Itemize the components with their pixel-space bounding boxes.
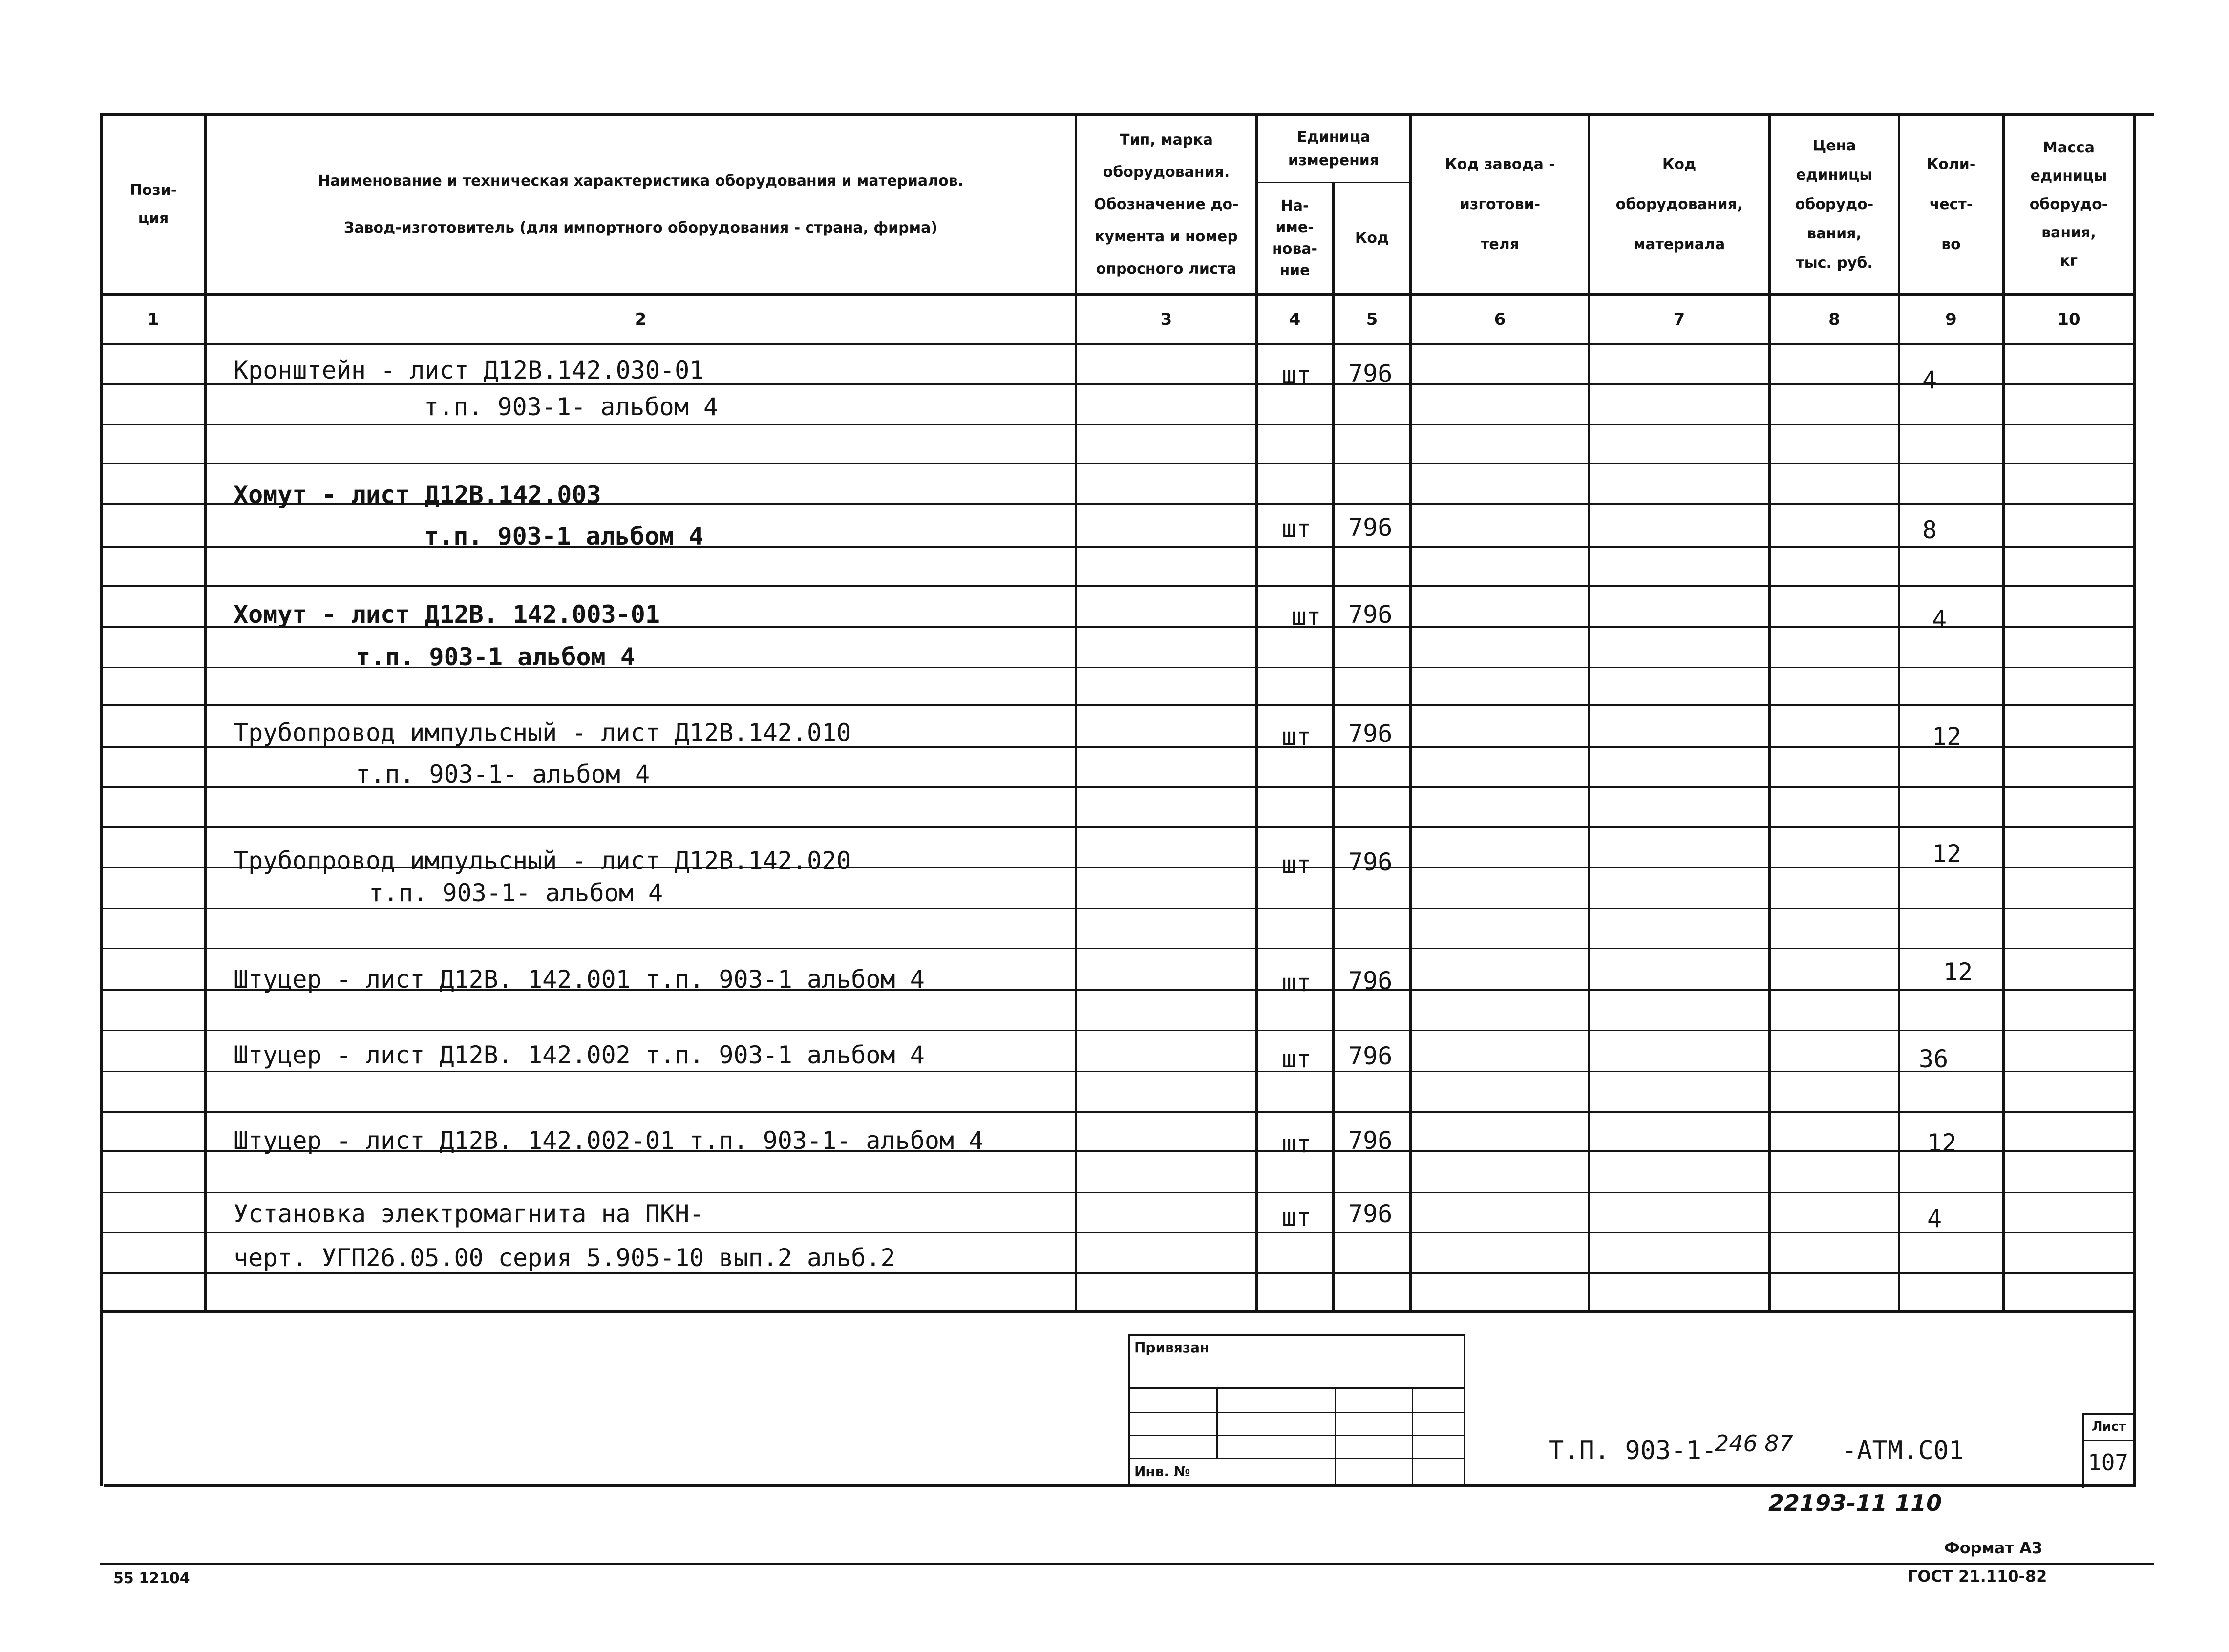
item-name-line: Кронштейн - лист Д12В.142.030-01 <box>234 356 704 384</box>
item-name-line: т.п. 903-1- альбом 4 <box>424 393 719 421</box>
row-line <box>100 948 2135 949</box>
row-line <box>100 1272 2135 1274</box>
item-quantity: 12 <box>1932 840 1962 868</box>
gost-label: ГОСТ 21.110-82 <box>1908 1567 2047 1586</box>
row-line <box>100 585 2135 587</box>
item-code: 796 <box>1348 1042 1393 1070</box>
item-unit: шт <box>1282 1045 1312 1073</box>
footer-line <box>100 1563 2154 1565</box>
header-position: Пози- ция <box>129 182 177 227</box>
header-unit-code: Код <box>1355 230 1389 247</box>
row-line <box>100 908 2135 909</box>
item-code: 796 <box>1348 1200 1393 1228</box>
col-number: 8 <box>1828 309 1840 329</box>
item-name-line: Штуцер - лист Д12В. 142.002 т.п. 903-1 альбом 4 <box>234 1041 925 1069</box>
item-name-line: т.п. 903-1- альбом 4 <box>369 879 663 907</box>
header-quantity: Коли- чест- во <box>1926 156 1976 253</box>
row-line <box>100 1232 2135 1233</box>
row-line <box>100 1030 2135 1031</box>
item-unit: шт <box>1282 514 1312 543</box>
item-code: 796 <box>1348 967 1393 995</box>
row-line <box>100 1111 2135 1113</box>
item-quantity: 4 <box>1922 366 1937 394</box>
item-name-line: Трубопровод импульсный - лист Д12В.142.010 <box>234 719 851 747</box>
row-line <box>100 1071 2135 1072</box>
item-name-line: т.п. 903-1- альбом 4 <box>356 760 650 788</box>
item-unit: шт <box>1282 722 1312 751</box>
header-type: Тип, марка оборудования. Обозначение до- кумента и номер опросного листа <box>1094 131 1239 277</box>
item-code: 796 <box>1348 513 1393 542</box>
left-code: 55 12104 <box>113 1570 190 1587</box>
doc-designation-suffix: -АТМ.С01 <box>1842 1436 1964 1465</box>
col-number: 4 <box>1289 309 1301 329</box>
row-line <box>100 424 2135 425</box>
stamp-privyazan: Привязан <box>1134 1339 1210 1355</box>
row-line <box>100 463 2135 464</box>
row-line <box>100 546 2135 548</box>
header-plant-code: Код завода - изготови- теля <box>1445 156 1555 253</box>
item-unit: шт <box>1282 361 1312 389</box>
item-name-line: Установка электромагнита на ПКН- <box>234 1200 704 1228</box>
header-mass: Масса единицы оборудо- вания, кг <box>2029 139 2108 270</box>
item-unit: шт <box>1282 1130 1312 1158</box>
header-equipment-code: Код оборудования, материала <box>1615 156 1743 253</box>
header-name: Наименование и техническая характеристика оборудования и материалов. Завод-изготовитель (для импортного оборудования - страна, фирма) <box>318 172 964 236</box>
col-number: 3 <box>1160 309 1172 329</box>
item-name-line: Штуцер - лист Д12В. 142.001 т.п. 903-1 альбом 4 <box>234 965 925 994</box>
row-line <box>100 826 2135 828</box>
item-unit: шт <box>1282 850 1312 879</box>
sheet-label: Лист <box>2092 1419 2126 1434</box>
table-bottom-line <box>100 1310 2135 1313</box>
col-number: 2 <box>635 309 647 329</box>
stamp-block <box>1128 1334 1465 1486</box>
item-quantity: 12 <box>1932 722 1962 751</box>
item-code: 796 <box>1348 360 1393 388</box>
doc-designation-prefix: Т.П. 903-1- <box>1549 1436 1717 1465</box>
item-quantity: 12 <box>1943 958 1973 986</box>
item-quantity: 8 <box>1922 516 1937 544</box>
frame-bottom <box>104 1484 2136 1487</box>
item-quantity: 12 <box>1927 1129 1957 1157</box>
item-quantity: 36 <box>1919 1045 1949 1073</box>
col-number: 1 <box>148 309 159 329</box>
sheet-box <box>2082 1413 2135 1488</box>
handwritten-reference: 22193-11 110 <box>1768 1490 1942 1516</box>
header-price: Цена единицы оборудо- вания, тыс. руб. <box>1795 137 1874 272</box>
item-name-line: т.п. 903-1 альбом 4 <box>356 643 635 671</box>
item-unit: шт <box>1282 1203 1312 1231</box>
item-name-line: Штуцер - лист Д12В. 142.002-01 т.п. 903-1- альбом 4 <box>234 1126 984 1155</box>
row-line <box>100 1192 2135 1193</box>
sheet-number: 107 <box>2088 1449 2129 1476</box>
item-code: 796 <box>1348 720 1393 748</box>
colnum-bottom-line <box>100 343 2135 345</box>
row-line <box>100 704 2135 706</box>
item-code: 796 <box>1348 848 1393 876</box>
item-unit: шт <box>1282 969 1312 997</box>
item-name-line: Хомут - лист Д12В. 142.003-01 <box>234 600 660 629</box>
col-number: 9 <box>1945 309 1957 329</box>
item-code: 796 <box>1348 600 1393 629</box>
stamp-inv-number: Инв. № <box>1134 1463 1190 1480</box>
item-quantity: 4 <box>1932 605 1947 634</box>
frame-right <box>2133 113 2136 1486</box>
item-unit: шт <box>1292 602 1321 631</box>
col-number: 7 <box>1673 309 1685 329</box>
item-name-line: Трубопровод импульсный - лист Д12В.142.020 <box>234 847 851 875</box>
col-number: 5 <box>1366 309 1378 329</box>
col-number: 10 <box>2057 309 2080 329</box>
format-label: Формат А3 <box>1944 1539 2043 1557</box>
item-quantity: 4 <box>1927 1205 1942 1233</box>
item-code: 796 <box>1348 1126 1393 1155</box>
doc-designation-handwritten: 246 87 <box>1715 1430 1793 1457</box>
item-name-line: черт. УГП26.05.00 серия 5.905-10 вып.2 альб.2 <box>234 1244 895 1272</box>
col-number: 6 <box>1494 309 1506 329</box>
header-unit-group: Единица измерения <box>1288 128 1380 169</box>
item-name-line: Хомут - лист Д12В.142.003 <box>234 481 601 509</box>
item-name-line: т.п. 903-1 альбом 4 <box>424 522 703 551</box>
header-unit-name: На- име- нова- ние <box>1272 197 1318 279</box>
